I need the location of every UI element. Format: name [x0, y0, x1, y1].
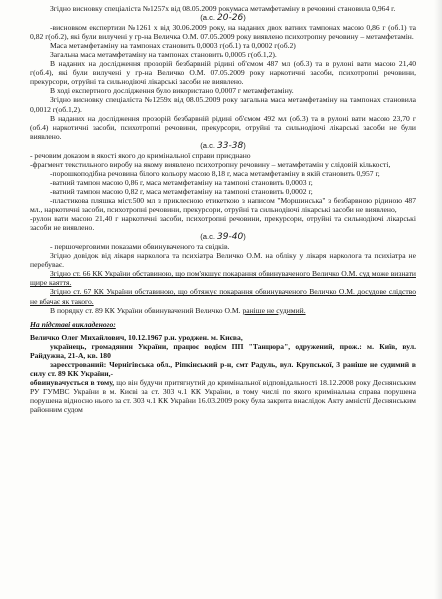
- evidence-item: -фрагмент текстильного виробу на якому виявлено психотропну речовину – метамфетамін у слідовій кількості,: [30, 159, 391, 169]
- case-ref-handwritten: 39-40: [217, 232, 244, 243]
- paragraph: В наданих на дослідження прозорій безбарвній рідині об'ємом 487 мл (об.3) та в рулоні вати масою 21,40 г(об.4), які були вилучені у гр-на Величко О.М. 07.05.2009 року наркотичні засоби, психотропні речовини, прекурсори, отруйні та сильнодіючі лікарські засоби не виявлено.: [30, 59, 416, 87]
- case-reference: [30, 13, 416, 23]
- paragraph: В ході експертного дослідження було використано 0,0007 г метамфетаміну.: [50, 86, 294, 96]
- paragraph: Маса метамфетаміну на тампонах становить 0,0003 г(об.1) та 0,0002 г(об.2): [50, 41, 296, 51]
- case-ref-suffix: ): [243, 232, 246, 242]
- evidence-item: -пластикова пляшка міст.500 мл з приклеєною етикеткою з написом "Моршинська" з безбарвною рідиною 487 мл., наркотичні засоби, психотропні речовини, прекурсори, отруйні та сильнодіючі лікарські засоби не виявлено,: [30, 195, 416, 215]
- evidence-item: -порошкоподібна речовина білого кольору масою 8,18 г, маса метамфетаміну в якій становить 0,957 г,: [50, 168, 380, 178]
- accused-registration-line: зареєстрований: Чернігівська обл., Ріпкінський р-н, смт Радуль, вул. Крупської, 3 раніше не судимий в силу ст. 89 КК України,-: [30, 359, 416, 378]
- accusation-text: що він будучи притягнутий до кримінальної відповідальності 18.12.2008 року Деснянським РУ ГУМВС України в м. Києві за ст. 303 ч.1 КК України, в тому числі по якого кримінальна справа порушена порушена відносно нього за ст. 303 ч.1 КК України 16.03.2009 року була закрита внаслідок Акту амністії Деснянським районним судом: [30, 377, 416, 415]
- prior-conviction-note: [30, 306, 416, 315]
- paragraph: Згідно висновку спеціаліста №1259х від 08.05.2009 року загальна маса метамфетаміну на тампонах становила 0,0012 г(об.1,2).: [30, 95, 416, 114]
- document-body: [30, 4, 416, 414]
- mitigating-circumstance: Згідно ст. 66 КК України обставиною, що пом'якшує покарання обвинуваченого Величко О.М. суд може визнати щире каяття.: [30, 269, 416, 288]
- case-ref-prefix: (а.с.: [200, 140, 216, 150]
- paragraph: Згідно довідок від лікаря нарколога та психіатра Величко О.М. на обліку у лікаря нарколога та психіатра не перебуває.: [30, 251, 416, 270]
- case-reference: [30, 232, 416, 242]
- paragraph: Загальна маса метамфетаміну на тампонах становить 0,0005 г(об.1,2).: [50, 50, 277, 60]
- prior-conviction-text: В порядку ст. 89 КК України обвинувачений Величко О.М.: [50, 305, 241, 315]
- evidence-item: -ватний тампон масою 0,86 г, маса метамфетаміну на тампоні становить 0,0003 г,: [50, 177, 313, 187]
- paragraph: В наданих на дослідження прозорій безбарвній рідині об'ємом 492 мл (об.3) та в рулоні вати масою 23,70 г (об.4) наркотичні засоби, психотропні речовини, прекурсори, отруйні та сильнодіючі лікарські засоби не були виявлено.: [30, 113, 416, 141]
- accusation-lead: обвинувачується в тому,: [30, 377, 115, 387]
- accused-name-line: Величко Олег Михайлович, 10.12.1967 р.н. уроджен. м. Києва,: [30, 332, 243, 342]
- paragraph: - першочерговими показами обвинуваченого та свідків.: [50, 242, 230, 252]
- case-ref-suffix: ): [243, 140, 246, 150]
- accusation-paragraph: [30, 378, 416, 414]
- scan-edge-shadow: [434, 0, 442, 599]
- prior-conviction-status: раніше не судимий.: [242, 305, 306, 315]
- case-ref-handwritten: 20-26: [217, 13, 244, 24]
- paragraph: Згідно висновку спеціаліста №1257х від 08.05.2009 рокумаса метамфетаміну в речовині становила 0,964 г.: [50, 4, 396, 13]
- paragraph: -висновком експертизи №1261 х від 30.06.2009 року, на наданих двох ватних тампонах масою 0,86 г (об.1) та 0,82 г(об.2), які були вилучені у гр-на Величка О.М. 07.05.2009 року виявлено психотропну речовину – метамфетамін.: [30, 23, 416, 42]
- evidence-item: -рулон вати масою 21,40 г наркотичні засоби, психотропні речовини, прекурсори, отруйні та сильнодіючі лікарські засоби не виявлено.: [30, 214, 416, 233]
- accused-details-line: українець, громадянин України, працює водієм ПП "Танцюра", одружений, прож.: м. Київ, вул. Райдужна, 21-А, кв. 180: [30, 341, 416, 360]
- section-heading: На підставі викладеного:: [30, 319, 116, 329]
- case-ref-handwritten: 33-38: [217, 140, 244, 151]
- case-reference: [30, 141, 416, 151]
- case-ref-prefix: (а.с.: [200, 13, 216, 23]
- case-ref-suffix: ): [243, 13, 246, 23]
- evidence-item: - речовим доказом в якості якого до кримінальної справи приєднано: [30, 150, 251, 160]
- case-ref-prefix: (а.с.: [200, 232, 216, 242]
- evidence-item: -ватний тампон масою 0,82 г, маса метамфетаміну на тампоні становить 0,0002 г,: [50, 186, 313, 196]
- aggravating-circumstance: Згідно ст. 67 КК України обставиною, що обтяжує покарання обвинуваченого Величко О.М. досудове слідство не вбачає як такого.: [30, 287, 416, 306]
